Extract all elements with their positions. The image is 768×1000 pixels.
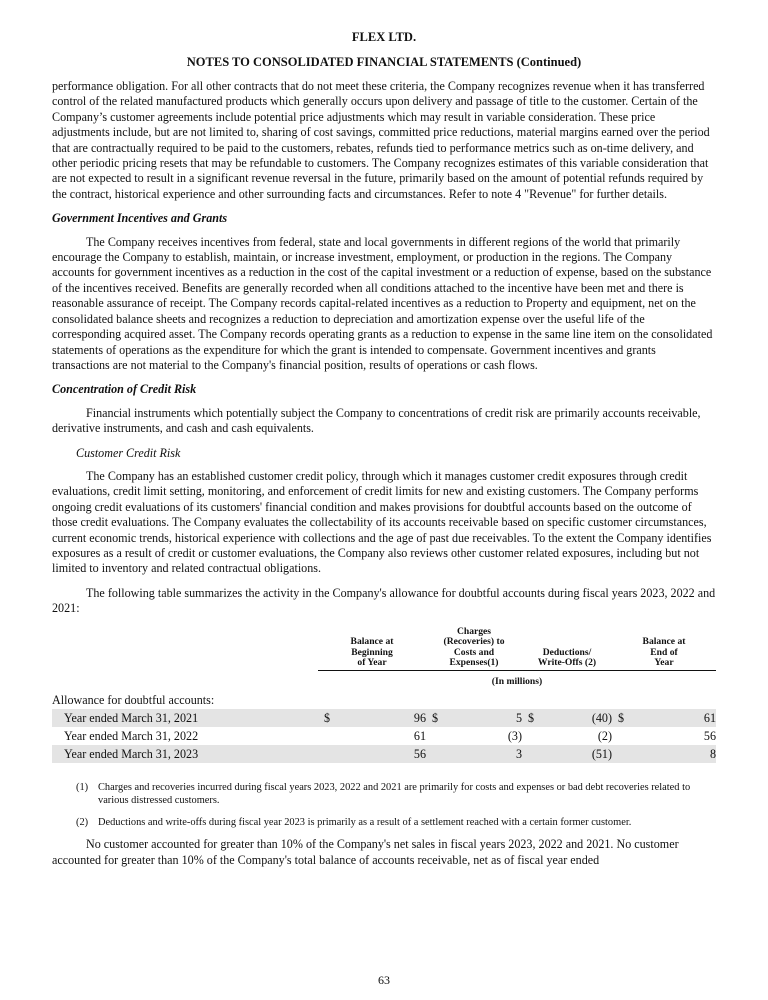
footnote-1 <box>52 781 716 808</box>
cell-deductions: (40) <box>540 709 612 727</box>
cell-beginning: 96 <box>338 709 426 727</box>
col-header-deductions: Deductions/ Write-Offs (2) <box>522 627 612 673</box>
units-label: (In millions) <box>491 675 543 687</box>
cell-beginning: 56 <box>338 745 426 763</box>
row-label: Year ended March 31, 2022 <box>64 728 199 743</box>
currency-symbol: $ <box>612 709 632 727</box>
cell-charges: 3 <box>444 745 522 763</box>
intro-paragraph: performance obligation. For all other contracts that do not meet these criteria, the Company recognizes revenue when it has transferred control of the related manufactured products which generally occurs upon delivery and passage of title to the customer. Certain of the Company’s customer agreements include potential price adjustments which may result in variable consideration. These price adjustments include, but are not limited to, sharing of cost savings, committed price reductions, material margins earned over the period that are contractually required to be paid to the customers, rebates, refunds tied to performance metrics such as on-time delivery, and other periodic pricing resets that may be refundable to customers. The Company recognizes estimates of this variable consideration that are not expected to result in a significant revenue reversal in the future, primarily based on the amount of potential refunds required by the contract, historical experience and other surrounding facts and circumstances. Refer to note 4 "Revenue" for further details. <box>52 79 710 201</box>
notes-title: NOTES TO CONSOLIDATED FINANCIAL STATEMENTS (Continued) <box>186 55 582 69</box>
footnote-number: (1) <box>76 781 89 793</box>
cell-deductions: (51) <box>540 745 612 763</box>
footnote-text: Charges and recoveries incurred during fiscal years 2023, 2022 and 2021 are primarily for costs and expenses or bad debt recoveries related to various distressed customers. <box>98 781 691 807</box>
footnote-number: (2) <box>76 816 89 828</box>
government-paragraph: The Company receives incentives from federal, state and local governments in different regions of the world that primarily encourage the Company to establish, maintain, or increase investment, employment, or production in the regions. The Company accounts for government incentives as a reduction in the cost of the capital investment or a reduction of expense, based on the substance of the incentives received. Benefits are generally recorded when all conditions attached to the incentive have been met and there is reasonable assurance of receipt. The Company records capital-related incentives as a reduction to Property and equipment, net on the consolidated balance sheets and recognizes a reduction to depreciation and amortization expense over the useful life of the corresponding acquired asset. The Company records operating grants as a reduction to expense in the same line item on the consolidated statements of operations as the expenditure for which the grant is intended to compensate. Government incentives and grants transactions are not material to the Company's financial position, results of operations or cash flows. <box>52 234 713 372</box>
credit-risk-paragraph: Financial instruments which potentially subject the Company to concentrations of credit risk are primarily accounts receivable, derivative instruments, and cash and cash equivalents. <box>52 405 701 436</box>
section-label: Allowance for doubtful accounts: <box>52 692 215 707</box>
row-label: Year ended March 31, 2023 <box>52 745 318 763</box>
currency-symbol: $ <box>522 709 540 727</box>
currency-symbol: $ <box>318 709 338 727</box>
table-intro-paragraph: The following table summarizes the activity in the Company's allowance for doubtful accounts during fiscal years 2023, 2022 and 2021: <box>52 585 716 616</box>
document-body <box>52 79 716 877</box>
table-row <box>52 727 716 745</box>
col-header-ending: Balance at End of Year <box>612 627 716 673</box>
table-row <box>52 745 716 763</box>
cell-ending: 61 <box>632 709 716 727</box>
footnote-2 <box>52 816 716 830</box>
cell-ending: 8 <box>632 745 716 763</box>
company-header: FLEX LTD. <box>351 30 417 44</box>
cell-beginning: 61 <box>413 728 426 743</box>
government-heading: Government Incentives and Grants <box>52 211 228 226</box>
cell-charges: 5 <box>444 709 522 727</box>
table-row <box>52 709 716 727</box>
cell-ending: 56 <box>703 728 716 743</box>
cell-charges: (3) <box>507 728 522 743</box>
credit-risk-heading: Concentration of Credit Risk <box>52 382 197 397</box>
closing-paragraph: No customer accounted for greater than 10% of the Company's net sales in fiscal years 2023, 2022 and 2021. No customer accounted for greater than 10% of the Company's total balance of accounts receivable, net as of fiscal year ended <box>52 837 679 867</box>
cell-deductions: (2) <box>597 728 612 743</box>
section-label-row <box>52 691 716 709</box>
col-header-charges: Charges (Recoveries) to Costs and Expenses(1) <box>426 627 522 673</box>
currency-symbol: $ <box>426 709 444 727</box>
customer-credit-paragraph: The Company has an established customer credit policy, through which it manages customer credit exposures through credit evaluations, credit limit setting, monitoring, and enforcement of credit limits for new and existing customers. The Company performs ongoing credit evaluations of its customers' financial condition and makes provisions for doubtful accounts based on the outcome of those credit evaluations. The Company evaluates the collectability of its accounts receivable based on specific customer circumstances, current economic trends, historical experience with collections and the age of past due receivables. To the extent the Company identifies exposures as a result of credit or customer evaluations, the Company also reviews other customer related exposures, including but not limited to inventory and related contractual obligations. <box>52 468 712 576</box>
page-number: 63 <box>378 973 390 987</box>
table-header-row <box>52 627 716 673</box>
allowance-table <box>52 627 716 763</box>
customer-credit-heading: Customer Credit Risk <box>76 445 181 460</box>
row-label: Year ended March 31, 2021 <box>52 709 318 727</box>
footnote-text: Deductions and write-offs during fiscal year 2023 is primarily as a result of a settlement reached with a certain former customer. <box>98 816 632 828</box>
units-row <box>52 673 716 691</box>
col-header-beginning: Balance at Beginning of Year <box>318 627 426 673</box>
